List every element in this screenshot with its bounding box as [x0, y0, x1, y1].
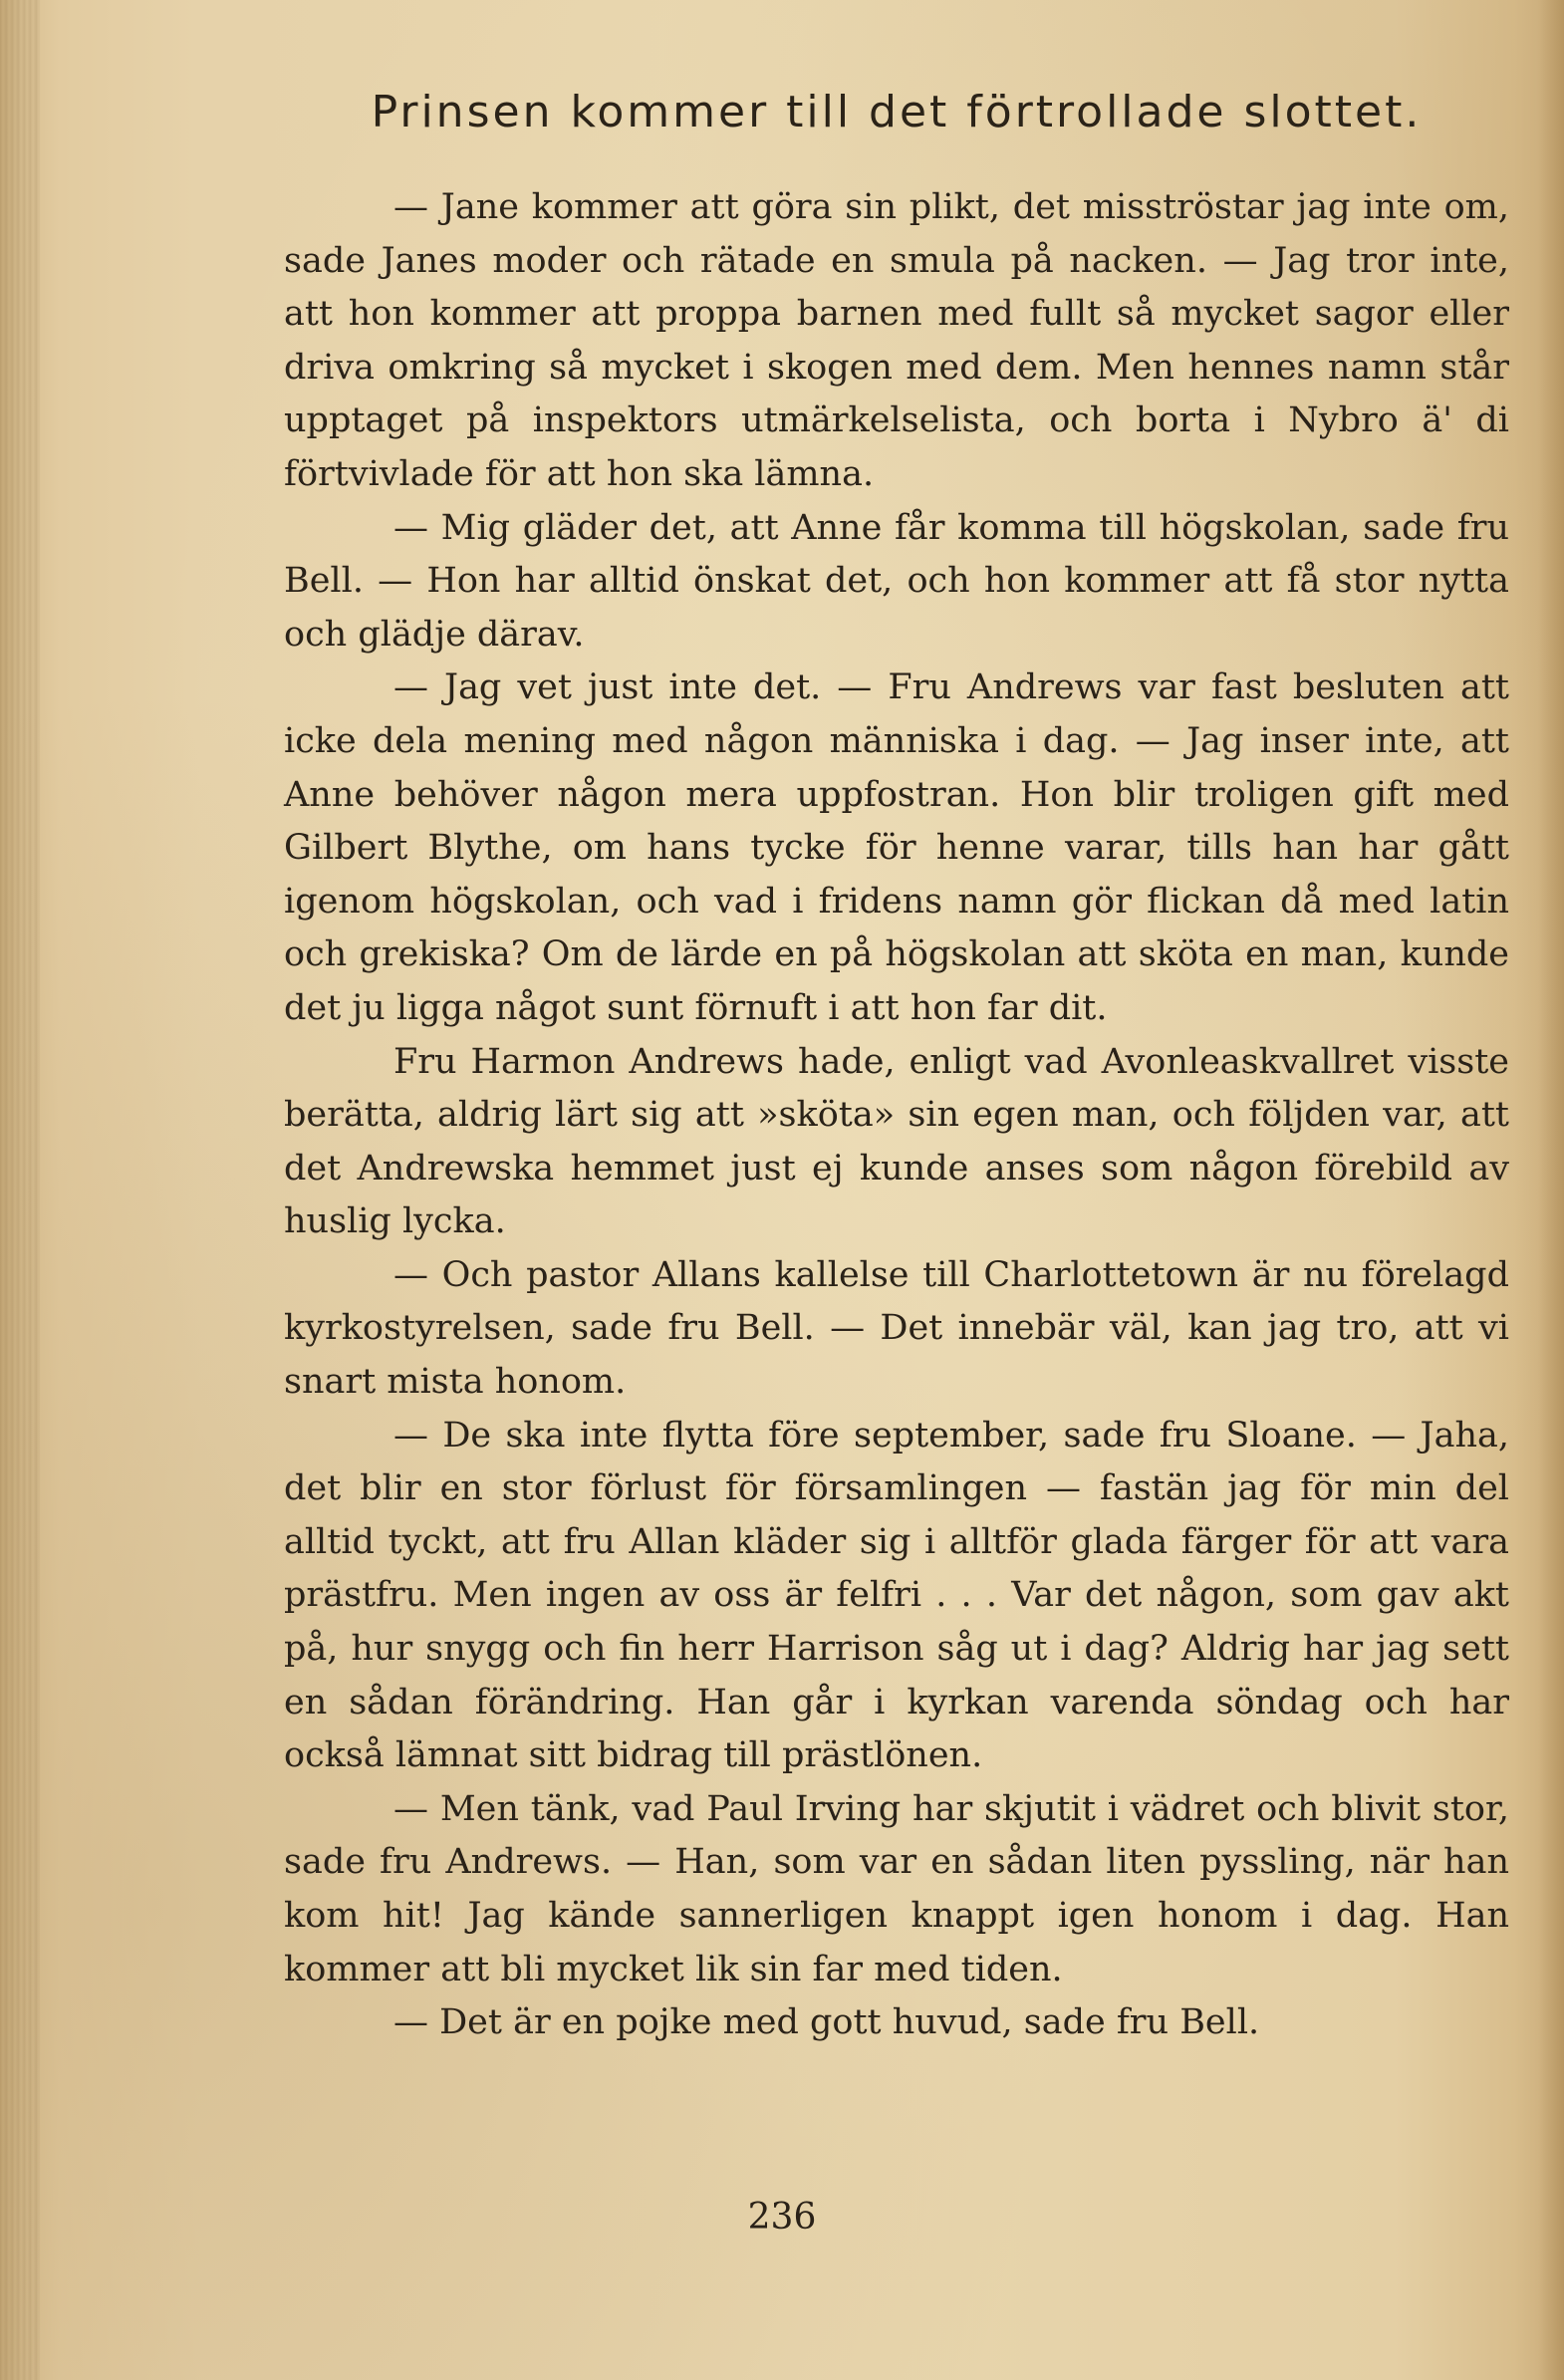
page-gutter	[0, 0, 40, 2380]
paragraph: Fru Harmon Andrews hade, enligt vad Avonleaskvallret visste berätta, aldrig lärt sig att »sköta» sin egen man, och följden var, att det Andrewska hemmet just ej kunde anses som någon förebild av huslig lycka.	[284, 1041, 1509, 1242]
page-number: 236	[747, 2197, 817, 2238]
paragraph: — Det är en pojke med gott huvud, sade fru Bell.	[393, 2002, 1260, 2043]
page-edge	[1538, 0, 1564, 2380]
paragraph: — Och pastor Allans kallelse till Charlottetown är nu förelagd kyrkostyrelsen, sade fru Bell. — Det innebär väl, kan jag tro, att vi snart mista honom.	[284, 1254, 1509, 1403]
paragraph: — Jane kommer att göra sin plikt, det misströstar jag inte om, sade Janes moder och rätade en smula på nacken. — Jag tror inte, att hon kommer att proppa barnen med fullt så mycket sagor eller driva omkring så mycket i skogen med dem. Men hennes namn står upptaget på inspektors utmärkelselista, och borta i Nybro ä' di förtvivlade för att hon ska lämna.	[284, 187, 1509, 494]
paragraph: — Mig gläder det, att Anne får komma till högskolan, sade fru Bell. — Hon har alltid önskat det, och hon kommer att få stor nytta och glädje därav.	[284, 507, 1509, 655]
page-content	[284, 78, 1509, 2050]
paragraph: — Men tänk, vad Paul Irving har skjutit i vädret och blivit stor, sade fru Andrews. — Han, som var en sådan liten pyssling, när han kom hit! Jag kände sannerligen knappt igen honom i dag. Han kommer att bli mycket lik sin far med tiden.	[284, 1788, 1509, 1989]
paragraph: — Jag vet just inte det. — Fru Andrews var fast besluten att icke dela mening med någon människa i dag. — Jag inser inte, att Anne behöver någon mera uppfostran. Hon blir troligen gift med Gilbert Blythe, om hans tycke för henne varar, tills han har gått igenom högskolan, och vad i fridens namn gör flickan då med latin och grekiska? Om de lärde en på högskolan att sköta en man, kunde det ju ligga något sunt förnuft i att hon far dit.	[284, 667, 1509, 1028]
chapter-title: Prinsen kommer till det förtrollade slottet.	[371, 87, 1423, 137]
paragraph: — De ska inte flytta före september, sade fru Sloane. — Jaha, det blir en stor förlust för församlingen — fastän jag för min del alltid tyckt, att fru Allan kläder sig i alltför glada färger för att vara prästfru. Men ingen av oss är felfri . . . Var det någon, som gav akt på, hur snygg och fin herr Harrison såg ut i dag? Aldrig har jag sett en sådan förändring. Han går i kyrkan varenda söndag och har också lämnat sitt bidrag till prästlönen.	[284, 1415, 1509, 1776]
